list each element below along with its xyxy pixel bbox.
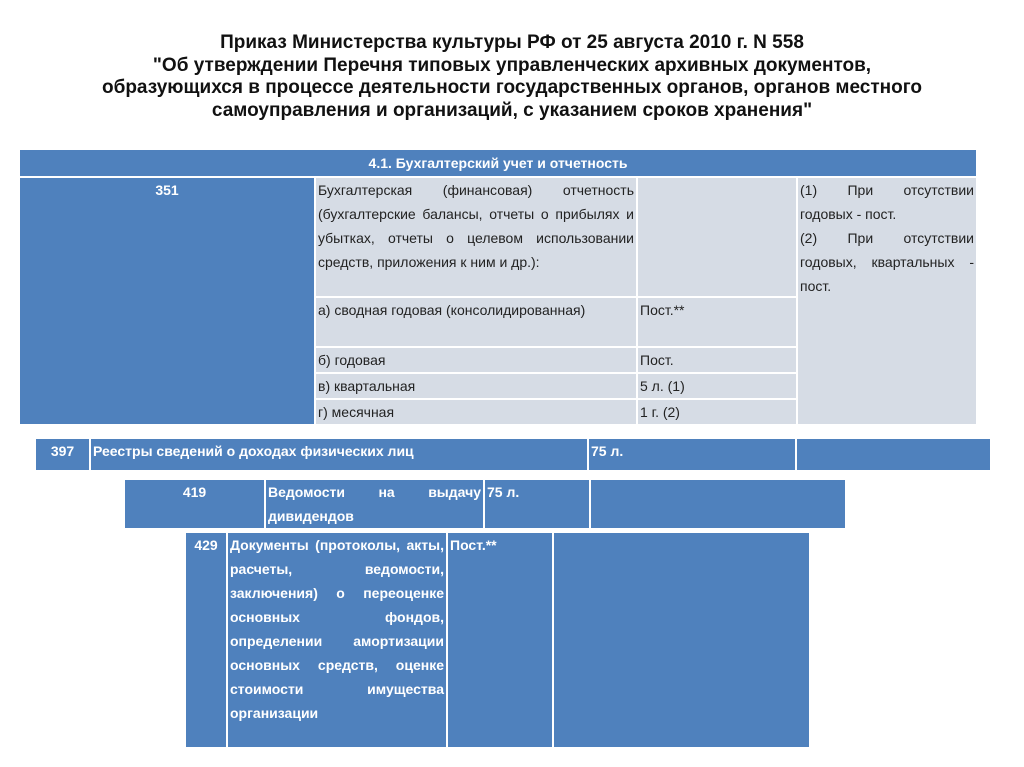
row-number: 419 bbox=[124, 479, 265, 529]
row-text: Ведомости на выдачу дивидендов bbox=[265, 479, 484, 529]
row-term: Пост.** bbox=[447, 532, 553, 748]
subitem-term: Пост.** bbox=[637, 297, 797, 347]
row-419-table bbox=[123, 478, 847, 530]
subitem-label: г) месячная bbox=[315, 399, 637, 425]
subitem-label: а) сводная годовая (консолидированная) bbox=[315, 297, 637, 347]
row-text: Реестры сведений о доходах физических лиц bbox=[90, 438, 588, 471]
row-empty-cell bbox=[796, 438, 991, 471]
title-line-1: Приказ Министерства культуры РФ от 25 августа 2010 г. N 558 bbox=[220, 32, 804, 53]
row-empty-cell bbox=[553, 532, 810, 748]
item-number-351: 351 bbox=[19, 177, 315, 425]
row-397-table bbox=[34, 437, 992, 472]
subitem-term: Пост. bbox=[637, 347, 797, 373]
row-number: 429 bbox=[185, 532, 227, 748]
subitem-term: 1 г. (2) bbox=[637, 399, 797, 425]
row-term: 75 л. bbox=[484, 479, 590, 529]
title-line-4: самоуправления и организаций, с указанием сроков хранения" bbox=[211, 99, 813, 121]
notes-cell: (1) При отсутствии годовых - пост. (2) При отсутствии годовых, квартальных - пост. bbox=[797, 177, 977, 425]
item-text-351: Бухгалтерская (финансовая) отчетность (бухгалтерские балансы, отчеты о прибылях и убытках, отчеты о целевом использовании средств, приложения к ним и др.): bbox=[315, 177, 637, 297]
row-text: Документы (протоколы, акты, расчеты, ведомости, заключения) о переоценке основных фондов, определении амортизации основных средств, оценке стоимости имущества организации bbox=[227, 532, 447, 748]
term-cell-empty bbox=[637, 177, 797, 297]
accounting-table bbox=[18, 148, 978, 426]
row-term: 75 л. bbox=[588, 438, 796, 471]
section-header: 4.1. Бухгалтерский учет и отчетность bbox=[19, 149, 977, 177]
title-line-3: образующихся в процессе деятельности государственных органов, органов местного bbox=[101, 77, 922, 98]
subitem-label: в) квартальная bbox=[315, 373, 637, 399]
row-empty-cell bbox=[590, 479, 846, 529]
subitem-label: б) годовая bbox=[315, 347, 637, 373]
title-line-2: "Об утверждении Перечня типовых управленческих архивных документов, bbox=[152, 54, 872, 76]
subitem-term: 5 л. (1) bbox=[637, 373, 797, 399]
document-title bbox=[40, 32, 984, 122]
row-number: 397 bbox=[35, 438, 90, 471]
row-429-table bbox=[184, 531, 811, 749]
